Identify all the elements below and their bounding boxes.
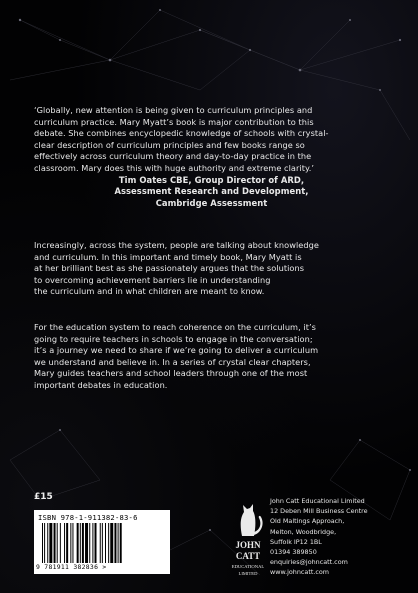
barcode-bar <box>108 523 109 563</box>
blurb-line: we understand and believe in. In a series of crystal clear chapters, <box>34 356 311 367</box>
barcode-bar <box>44 523 45 563</box>
price-label: £15 <box>34 492 53 502</box>
address-line: 12 Deben Mill Business Centre <box>270 507 368 516</box>
barcode-bar <box>100 523 101 563</box>
blurb-paragraph-2 <box>34 322 389 392</box>
barcode-bar <box>95 523 97 563</box>
attribution-line: Tim Oates CBE, Group Director of ARD, <box>118 174 305 185</box>
isbn-label: ISBN 978-1-911382-83-6 <box>38 513 138 522</box>
quote-line: clear description of curriculum principles and few books range so <box>34 139 305 150</box>
barcode-bar <box>77 523 79 563</box>
blurb-line: and curriculum. In this important and timely book, Mary Myatt is <box>34 251 302 262</box>
address-line: Suffolk IP12 1BL <box>270 537 322 546</box>
barcode-bar <box>66 523 68 563</box>
barcode-bar <box>47 523 48 563</box>
blurb-line: important debates in education. <box>34 379 168 390</box>
blurb-line: Increasingly, across the system, people are talking about knowledge <box>34 240 319 250</box>
isbn-barcode <box>34 510 170 574</box>
barcode-bar <box>54 523 56 563</box>
blurb-paragraph-1 <box>34 240 389 298</box>
barcode-bar <box>120 523 122 563</box>
blurb-line: to overcoming achievement barriers lie in understanding <box>34 274 271 285</box>
logo-text-educational: EDUCATIONAL <box>231 564 265 569</box>
barcode-bar <box>110 523 113 563</box>
logo-text-john: JOHN <box>235 540 261 550</box>
barcode-bar <box>82 523 84 563</box>
barcode-bar <box>114 523 116 563</box>
publisher-address <box>270 496 368 578</box>
barcode-bar <box>85 523 88 563</box>
barcode-bar <box>118 523 119 563</box>
quote-line: curriculum practice. Mary Myatt’s book is major contribution to this <box>34 116 314 127</box>
barcode-bar <box>60 523 61 563</box>
address-line: Old Maltings Approach, <box>270 517 345 526</box>
barcode-bar <box>102 523 103 563</box>
logo-text-limited: LIMITED <box>238 571 258 576</box>
barcode-bar <box>64 523 65 563</box>
blurb-line: going to require teachers in schools to engage in the conversation; <box>34 333 313 344</box>
barcode-bar <box>42 523 43 563</box>
blurb-line: For the education system to reach coherence on the curriculum, it’s <box>34 322 316 332</box>
barcode-bar <box>105 523 106 563</box>
blurb-line: Mary guides teachers and school leaders through one of the most <box>34 368 308 379</box>
barcode-digits: 9 781911 382836 > <box>36 563 107 571</box>
endorsement-quote <box>34 105 389 209</box>
quote-attribution <box>34 175 389 210</box>
logo-text-catt: CATT <box>235 551 261 561</box>
quote-line: debate. She combines encyclopedic knowledge of schools with crystal- <box>34 128 329 139</box>
blurb-line: it’s a journey we need to share if we’re going to deliver a curriculum <box>34 345 319 356</box>
barcode-bar <box>80 523 81 563</box>
website-url: www.johncatt.com <box>270 568 330 577</box>
phone-number: 01394 389850 <box>270 548 317 557</box>
attribution-line: Assessment Research and Development, <box>114 186 309 197</box>
barcode-bar <box>57 523 58 563</box>
barcode-bar <box>89 523 90 563</box>
barcode-bar <box>92 523 93 563</box>
publisher-logo <box>228 496 268 582</box>
barcode-bar <box>72 523 73 563</box>
quote-line: ‘Globally, new attention is being given to curriculum principles and <box>34 105 313 115</box>
blurb-line: the curriculum and in what children are meant to know. <box>34 286 265 297</box>
barcode-bars <box>42 523 162 563</box>
blurb-line: at her brilliant best as she passionately argues that the solutions <box>34 263 305 274</box>
publisher-name: John Catt Educational Limited <box>270 497 365 505</box>
barcode-bar <box>70 523 71 563</box>
attribution-line: Cambridge Assessment <box>155 197 268 208</box>
cat-icon <box>241 504 263 536</box>
address-line: Melton, Woodbridge, <box>270 527 337 536</box>
email-address: enquiries@johncatt.com <box>270 558 348 567</box>
quote-line: effectively across curriculum theory and day-to-day practice in the <box>34 151 312 162</box>
barcode-bar <box>49 523 52 563</box>
quote-line: classroom. Mary does this with huge authority and extreme clarity.’ <box>34 162 315 173</box>
